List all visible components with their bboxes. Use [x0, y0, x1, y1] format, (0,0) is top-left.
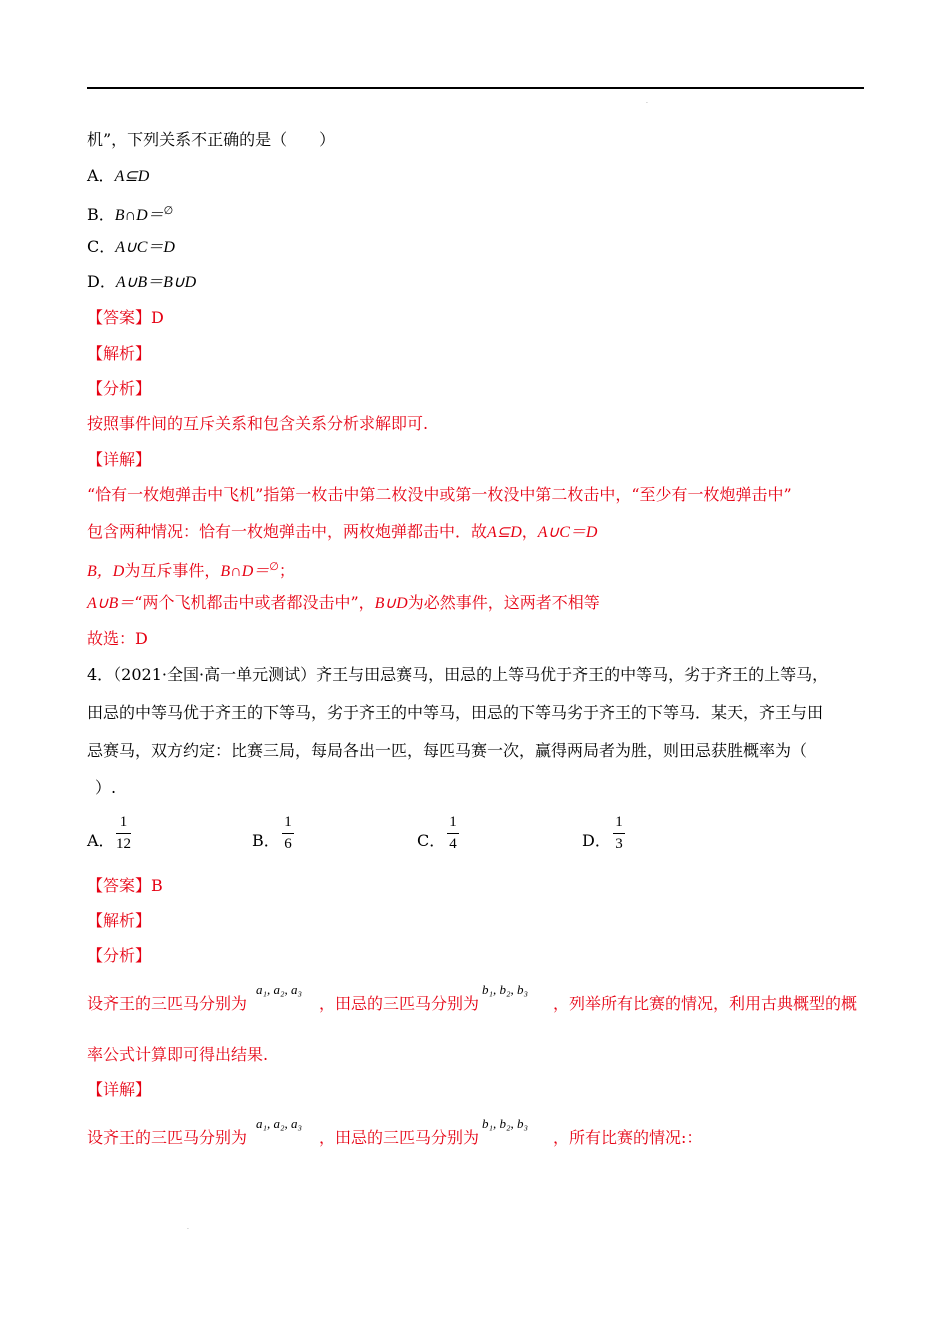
text: ，田忌的三匹马分别为: [319, 994, 480, 1013]
empty-set-symbol: ∅: [163, 204, 174, 217]
text: 为互斥事件，: [124, 561, 221, 580]
header-rule: [87, 87, 864, 89]
option-label: C．: [87, 237, 116, 256]
math: B，D: [87, 563, 125, 580]
q3-jiexi-heading: 【解析】: [87, 344, 152, 363]
text: ，田忌的三匹马分别为: [319, 1128, 480, 1147]
q4-fenxi-line-2: 率公式计算即可得出结果.: [87, 1045, 269, 1064]
q3-final-answer: 故选：D: [87, 629, 148, 648]
numerator: 1: [449, 814, 457, 830]
option-expr: A∪C＝D: [115, 239, 175, 256]
numerator: 1: [284, 814, 292, 830]
math: A∪B＝: [87, 595, 135, 612]
q3-option-c: [87, 237, 175, 258]
q4-jiexi-heading: 【解析】: [87, 911, 152, 930]
q4-answer: 【答案】B: [87, 876, 163, 895]
text: ，列举所有比赛的情况，利用古典概型的概: [553, 994, 858, 1013]
option-expr: A∪B＝B∪D: [115, 274, 197, 291]
numerator: 1: [615, 814, 623, 830]
q4-option-d-fraction: [613, 814, 625, 853]
text: ，: [521, 522, 538, 541]
text: ；: [278, 561, 295, 580]
denominator: 3: [615, 836, 623, 852]
denominator: 12: [116, 836, 131, 852]
header-dot: .: [646, 98, 648, 105]
q3-answer: 【答案】D: [87, 308, 164, 327]
q3-detail-line-2: [87, 522, 597, 543]
text: ，所有比赛的情况:：: [553, 1128, 703, 1147]
q4-option-b-label: B．: [252, 831, 280, 850]
q4-vars-b-superscript: b₁, b₂, b₃: [482, 982, 529, 997]
option-label: A．: [87, 166, 115, 185]
math: B∩D＝: [220, 563, 270, 580]
q4-option-c-label: C．: [417, 831, 446, 850]
q3-fenxi-heading: 【分析】: [87, 379, 152, 398]
denominator: 4: [449, 836, 457, 852]
q4-xiangjie-heading: 【详解】: [87, 1080, 152, 1099]
q4-fenxi-line-1: [87, 994, 857, 1014]
q4-stem-line-2: 田忌的中等马优于齐王的下等马，劣于齐王的中等马，田忌的下等马劣于齐王的下等马．某天，齐王与田: [87, 703, 824, 722]
q3-option-d: [87, 272, 196, 293]
text: 包含两种情况：恰有一枚炮弹击中，两枚炮弹都击中．故: [87, 522, 488, 541]
q4-detail-line-1: [87, 1128, 702, 1148]
footer-dot: .: [187, 1224, 189, 1231]
q4-detail-vars-a: a₁, a₂, a₃: [256, 1116, 303, 1131]
empty-set-symbol: ∅: [269, 560, 279, 573]
text: 设齐王的三匹马分别为: [87, 994, 248, 1013]
q4-option-b-fraction: [282, 814, 294, 853]
math: A⊆D: [487, 524, 522, 541]
q3-detail-line-4: [87, 593, 600, 614]
q3-stem-tail: 机”，下列关系不正确的是（ ）: [87, 130, 336, 149]
text: 为必然事件，这两者不相等: [407, 593, 600, 612]
math: B∪D: [374, 595, 408, 612]
q4-fenxi-heading: 【分析】: [87, 946, 152, 965]
q4-vars-a-superscript: a₁, a₂, a₃: [256, 982, 303, 997]
q4-stem-line-4: ）.: [95, 778, 117, 797]
math: A∪C＝D: [537, 524, 598, 541]
text: 设齐王的三匹马分别为: [87, 1128, 248, 1147]
denominator: 6: [284, 836, 292, 852]
q4-option-d-label: D．: [582, 831, 611, 850]
q4-option-c-fraction: [447, 814, 459, 853]
q4-option-a-fraction: [116, 814, 131, 853]
q3-option-b: [87, 201, 173, 226]
option-label: B．: [87, 205, 115, 224]
q4-stem-line-3: 忌赛马，双方约定：比赛三局，每局各出一匹，每匹马赛一次，赢得两局者为胜，则田忌获胜概率为（: [87, 741, 808, 760]
q3-option-a: [87, 166, 149, 187]
q3-xiangjie-heading: 【详解】: [87, 450, 152, 469]
option-expr: A⊆D: [114, 168, 150, 185]
q4-stem-line-1: 4．（2021·全国·高一单元测试）齐王与田忌赛马，田忌的上等马优于齐王的中等马，劣于齐王的上等马，: [87, 665, 829, 684]
numerator: 1: [119, 814, 128, 830]
q4-detail-vars-b: b₁, b₂, b₃: [482, 1116, 529, 1131]
q3-detail-line-3: [87, 557, 295, 582]
q3-fenxi-text: 按照事件间的互斥关系和包含关系分析求解即可.: [87, 414, 429, 433]
option-label: D．: [87, 272, 116, 291]
q3-detail-line-1: “恰有一枚炮弹击中飞机”指第一枚击中第二枚没中或第一枚没中第二枚击中，“至少有一枚炮弹击中”: [87, 485, 792, 504]
option-expr: B∩D＝: [114, 207, 164, 224]
text: “两个飞机都击中或者都没击中”，: [134, 593, 375, 612]
q4-option-a-label: A．: [87, 831, 115, 850]
